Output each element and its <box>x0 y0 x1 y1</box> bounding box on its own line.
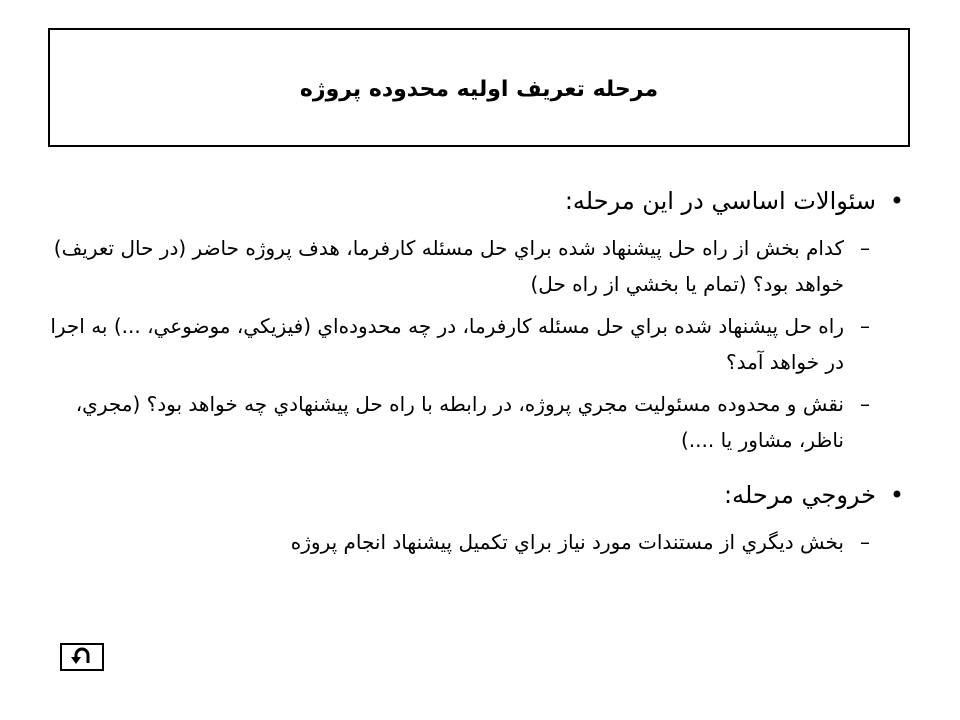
output-text-1: بخش ديگري از مستندات مورد نياز براي تكميل پيشنهاد انجام پروژه <box>290 530 844 554</box>
output-heading: خروجي مرحله: <box>724 481 876 509</box>
question-text-2: راه حل پيشنهاد شده براي حل مسئله كارفرما، در چه محدوده‌اي (فيزيكي، موضوعي، ...) به اجرا در خواهد آمد؟ <box>50 314 844 374</box>
bullet-heading-questions <box>40 172 912 230</box>
bullet-dot: • <box>889 187 904 215</box>
return-button[interactable] <box>60 643 104 671</box>
output-section <box>40 466 912 560</box>
question-text-3: نقش و محدوده مسئوليت مجري پروژه، در رابطه با راه حل پيشنهادي چه خواهد بود؟ (مجري، ناظر، مشاور يا ....) <box>75 392 844 452</box>
return-arrow-icon <box>68 647 96 667</box>
slide-content <box>40 172 912 566</box>
question-item-1 <box>40 230 912 302</box>
questions-heading: سئوالات اساسي در اين مرحله: <box>564 187 876 215</box>
question-item-3 <box>40 386 912 458</box>
bullet-dot: • <box>889 481 904 509</box>
bullet-heading-output <box>40 466 912 524</box>
output-item-1 <box>40 524 912 560</box>
title-box <box>48 28 910 147</box>
question-item-2 <box>40 308 912 380</box>
slide-title: مرحله تعريف اوليه محدوده پروژه <box>299 77 659 102</box>
dash-marker: – <box>860 392 870 416</box>
dash-marker: – <box>860 236 870 260</box>
question-text-1: كدام بخش از راه حل پيشنهاد شده براي حل مسئله كارفرما، هدف پروژه حاضر (در حال تعريف) خواهد بود؟ (تمام يا بخشي از راه حل) <box>53 236 844 296</box>
dash-marker: – <box>860 530 870 554</box>
questions-section <box>40 172 912 458</box>
dash-marker: – <box>860 314 870 338</box>
